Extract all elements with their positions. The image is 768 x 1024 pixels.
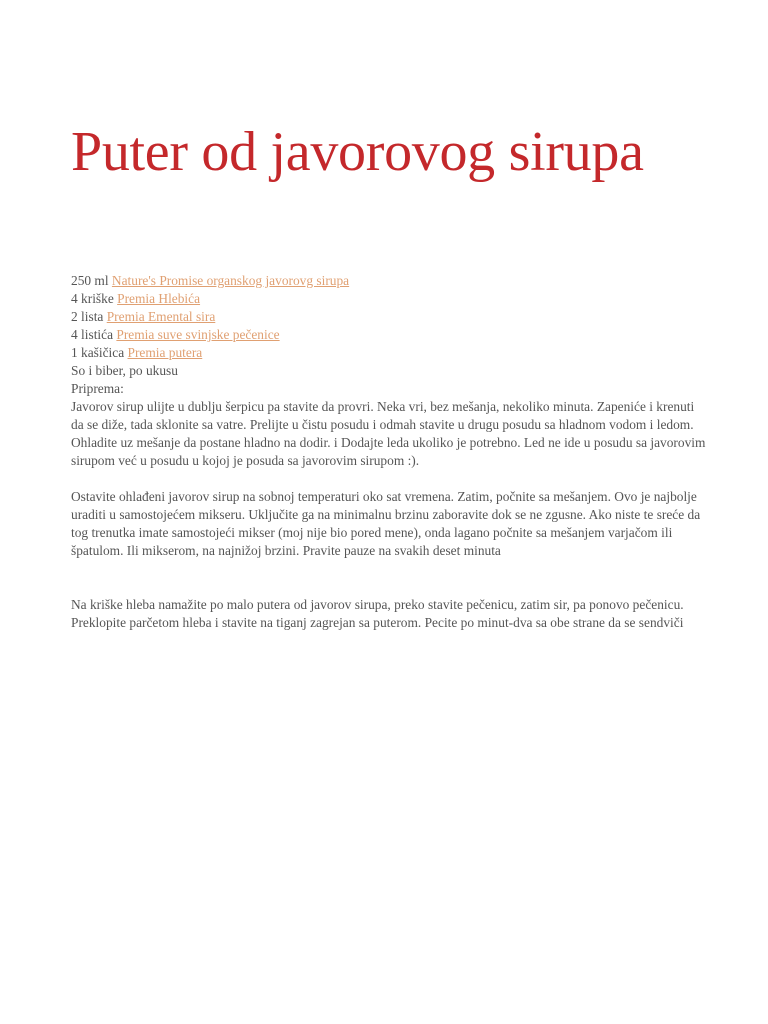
paragraph-3: Na kriške hleba namažite po malo putera od javorov sirupa, preko stavite pečenicu, zatim sir, pa ponovo pečenicu. Preklopite parčetom hleba i stavite na tiganj zagrejan sa puterom. Pecite po minut-dva sa obe strane da se sendviči xyxy=(71,597,684,630)
ingredient-item: 2 lista Premia Emental sira xyxy=(71,309,216,324)
ingredient-item: 250 ml Nature's Promise organskog javorovg sirupa xyxy=(71,273,350,288)
ingredient-item: 1 kašičica Premia putera xyxy=(71,345,203,360)
ingredient-link[interactable]: Premia Emental sira xyxy=(106,309,216,324)
ingredient-link[interactable]: Nature's Promise organskog javorovg sirupa xyxy=(111,273,350,288)
ingredient-link[interactable]: Premia suve svinjske pečenice xyxy=(116,327,280,342)
seasoning-item: So i biber, po ukusu xyxy=(71,363,178,378)
paragraph-spacer xyxy=(71,560,701,596)
ingredient-list xyxy=(71,272,701,380)
ingredient-link[interactable]: Premia putera xyxy=(127,345,203,360)
recipe-body xyxy=(71,272,706,632)
page-title: Puter od javorovog sirupa xyxy=(71,121,644,183)
ingredient-item: 4 listića Premia suve svinjske pečenice xyxy=(71,327,280,342)
ingredient-link[interactable]: Premia Hlebića xyxy=(117,291,201,306)
paragraph-1: Javorov sirup ulijte u dublju šerpicu pa stavite da provri. Neka vri, bez mešanja, nekoliko minuta. Zapeniće i krenuti da se diže, tada sklonite sa vatre. Prelijte u čistu posudu i odmah stavite u drugu posudu sa hladnom vodom i ledom. Ohladite uz mešanje da postane hladno na dodir. i Dodajte leda ukoliko je potrebno. Led ne ide u posudu sa javorovim sirupom već u posudu u kojoj je posuda sa javorovim sirupom :). xyxy=(71,399,706,468)
paragraph-spacer xyxy=(71,470,701,488)
ingredient-item: 4 kriške Premia Hlebića xyxy=(71,291,201,306)
preparation-label: Priprema: xyxy=(71,381,124,396)
paragraph-2: Ostavite ohlađeni javorov sirup na sobnoj temperaturi oko sat vremena. Zatim, počnite sa mešanjem. Ovo je najbolje uraditi u samostojećem mikseru. Uključite ga na minimalnu brzinu zaboravite dok se ne zgusne. Ako niste te sreće da tog trenutka imate samostojeći mikser (moj nije bio pored mene), onda lagano počnite sa mešanjem varjačom ili špatulom. Ili mikserom, na najnižoj brzini. Pravite pauze na svakih deset minuta xyxy=(71,489,701,558)
